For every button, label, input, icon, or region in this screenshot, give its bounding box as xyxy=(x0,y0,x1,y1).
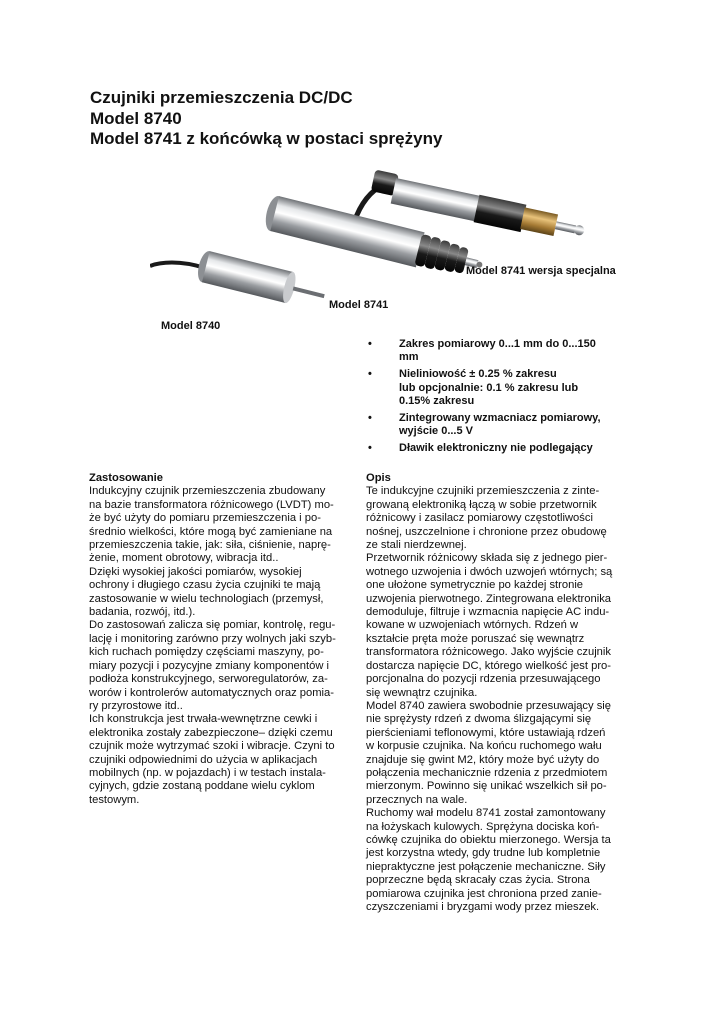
text-line: nośnej, uszczelnione i chronione przez obudowę xyxy=(366,525,607,538)
text-line: czujnik może wytrzymać szoki i wibracje. Czyni to xyxy=(89,740,335,753)
text-line: ze stali nierdzewnej. xyxy=(366,539,467,552)
feature-line: Dławik elektroniczny nie podlegający xyxy=(399,442,593,455)
text-line: czujniki odpowiednimi do użycia w aplikacjach xyxy=(89,753,318,766)
text-line: Model 8740 zawiera swobodnie przesuwający się xyxy=(366,699,612,712)
feature-item xyxy=(364,442,664,455)
feature-line: Zintegrowany wzmacniacz pomiarowy, xyxy=(399,412,601,425)
opis-section xyxy=(366,472,638,914)
feature-item xyxy=(364,412,664,438)
text-line: przemieszczenia takie, jak: siła, ciśnienie, naprę- xyxy=(89,539,331,552)
bullet-icon: • xyxy=(368,368,372,381)
text-line: porcjonalna do pozycji rdzenia przesuwającego xyxy=(366,673,601,686)
text-line: poprzeczne będą skracały czas życia. Strona xyxy=(366,874,590,887)
zastosowanie-heading: Zastosowanie xyxy=(89,472,163,484)
bullet-icon: • xyxy=(368,412,372,425)
text-line: jest korzystna wtedy, gdy trudne lub kompletnie xyxy=(366,847,601,860)
text-line: na bazie transformatora różnicowego (LVDT) mo- xyxy=(89,498,334,511)
feature-line: Nieliniowość ± 0.25 % zakresu xyxy=(399,368,557,381)
feature-line: lub opcjonalnie: 0.1 % zakresu lub xyxy=(399,381,579,394)
product-photo xyxy=(150,168,650,348)
title-line-1: Czujniki przemieszczenia DC/DC xyxy=(90,88,353,107)
text-line: podłoża konstrukcyjnego, serworegulatorów, za- xyxy=(89,673,328,686)
text-line: mierzonym. Powinno się unikać wszelkich sił po- xyxy=(366,780,607,793)
caption-8740: Model 8740 xyxy=(161,320,221,332)
text-line: zastosowanie w wielu technologiach (przemysł, xyxy=(89,592,324,605)
text-line: połączenia mechanicznie rdzenia z przedmiotem xyxy=(366,766,608,779)
text-line: znajduje się gwint M2, który może być użyty do xyxy=(366,753,600,766)
text-line: różnicowy i zasilacz pomiarowy częstotliwości xyxy=(366,512,593,525)
text-line: kształcie pręta może poruszać się wewnątrz xyxy=(366,632,585,645)
feature-line: 0.15% zakresu xyxy=(399,394,475,407)
text-line: na łożyskach kulowych. Sprężyna dociska koń- xyxy=(366,820,600,833)
text-line: wotnego uzwojenia i dwóch uzwojeń wtórnych; są xyxy=(366,565,613,578)
text-line: demoduluje, filtruje i wzmacnia napięcie AC indu- xyxy=(366,606,610,619)
zastosowanie-section xyxy=(89,472,359,807)
text-line: cówkę czujnika do obiektu mierzonego. Wersja ta xyxy=(366,833,611,846)
text-line: nie sprężysty rdzeń z dwoma ślizgającymi się xyxy=(366,713,592,726)
text-line: czyszczeniami i bryzgami wody przez mieszek. xyxy=(366,901,600,913)
text-line: cyjnych, gdzie zostaną poddane wielu cyklom xyxy=(89,780,315,793)
text-line: uzwojenia pierwotnego. Zintegrowana elektronika xyxy=(366,592,612,605)
text-line: Ich konstrukcja jest trwała-wewnętrzne cewki i xyxy=(89,713,318,726)
text-line: przecznych na wale. xyxy=(366,793,468,806)
text-line: niepraktyczne jest połączenie mechaniczne. Siły xyxy=(366,860,606,873)
zastosowanie-body xyxy=(89,485,359,807)
text-line: żenie, moment obrotowy, wibracja itd.. xyxy=(89,552,279,565)
opis-heading: Opis xyxy=(366,472,391,484)
feature-line: wyjście 0...5 V xyxy=(399,425,473,438)
text-line: one ułożone symetrycznie po każdej stronie xyxy=(366,579,584,592)
text-line: Do zastosowań zalicza się pomiar, kontrolę, regu- xyxy=(89,619,336,632)
page-title xyxy=(90,88,442,150)
text-line: Przetwornik różnicowy składa się z jednego pier- xyxy=(366,552,608,565)
caption-8741: Model 8741 xyxy=(329,299,389,311)
sensor-8740-image xyxy=(150,249,328,311)
text-line: miary pozycji i pozycyjne zmiany komponentów i xyxy=(89,659,330,672)
caption-8741-special: Model 8741 wersja specjalna xyxy=(466,265,616,277)
title-line-3: Model 8741 z końcówką w postaci sprężyny xyxy=(90,129,443,148)
text-line: Dzięki wysokiej jakości pomiarów, wysokiej xyxy=(89,565,302,578)
text-line: testowym. xyxy=(89,793,140,806)
text-line: Te indukcyjne czujniki przemieszczenia z zinte- xyxy=(366,485,600,498)
text-line: elektronika zostały zabezpieczone– dzięki czemu xyxy=(89,726,333,739)
feature-item xyxy=(364,368,664,408)
feature-line: Zakres pomiarowy 0...1 mm do 0...150 xyxy=(399,338,596,350)
text-line: ry przyrostowe itd.. xyxy=(89,699,183,712)
text-line: ochrony i długiego czasu życia czujniki te mają xyxy=(89,579,321,592)
text-line: Indukcyjny czujnik przemieszczenia zbudowany xyxy=(89,485,326,498)
text-line: dostarcza napięcie DC, którego wielkość jest pro- xyxy=(366,659,611,672)
text-line: mobilnych (np. w pojazdach) i w testach instala- xyxy=(89,766,326,779)
text-line: lację i monitoring zarówno przy wolnych jaki szyb- xyxy=(89,632,336,645)
bullet-icon: • xyxy=(368,338,372,350)
title-line-2: Model 8740 xyxy=(90,108,182,128)
text-line: kowane w uzwojeniach wtórnych. Rdzeń w xyxy=(366,619,579,632)
text-line: kich ruchach pomiędzy częściami maszyny, po- xyxy=(89,646,324,659)
text-line: badania, rozwój, itd.). xyxy=(89,606,196,619)
feature-line: mm xyxy=(399,351,419,364)
text-line: transformatora różnicowego. Jako wyjście czujnik xyxy=(366,646,611,659)
text-line: się wewnątrz czujnika. xyxy=(366,686,478,699)
text-line: worów i kontrolerów automatycznych oraz pomia- xyxy=(89,686,334,699)
text-line: pomiarowa czujnika jest chroniona przed zanie- xyxy=(366,887,602,900)
text-line: w korpusie czujnika. Na końcu ruchomego wału xyxy=(366,740,602,753)
opis-body xyxy=(366,485,638,914)
text-line: średnio wielkości, które mogą być zamieniane na xyxy=(89,525,333,538)
text-line: growaną elektroniką łączą w sobie przetwornik xyxy=(366,498,597,511)
text-line: że być użyty do pomiaru przemieszczenia i po- xyxy=(89,512,321,525)
feature-item xyxy=(364,338,664,364)
feature-list xyxy=(364,338,664,460)
text-line: pierścieniami teflonowymi, które ustawiają rdzeń xyxy=(366,726,606,739)
text-line: Ruchomy wał modelu 8741 został zamontowany xyxy=(366,807,606,820)
bullet-icon: • xyxy=(368,442,372,455)
